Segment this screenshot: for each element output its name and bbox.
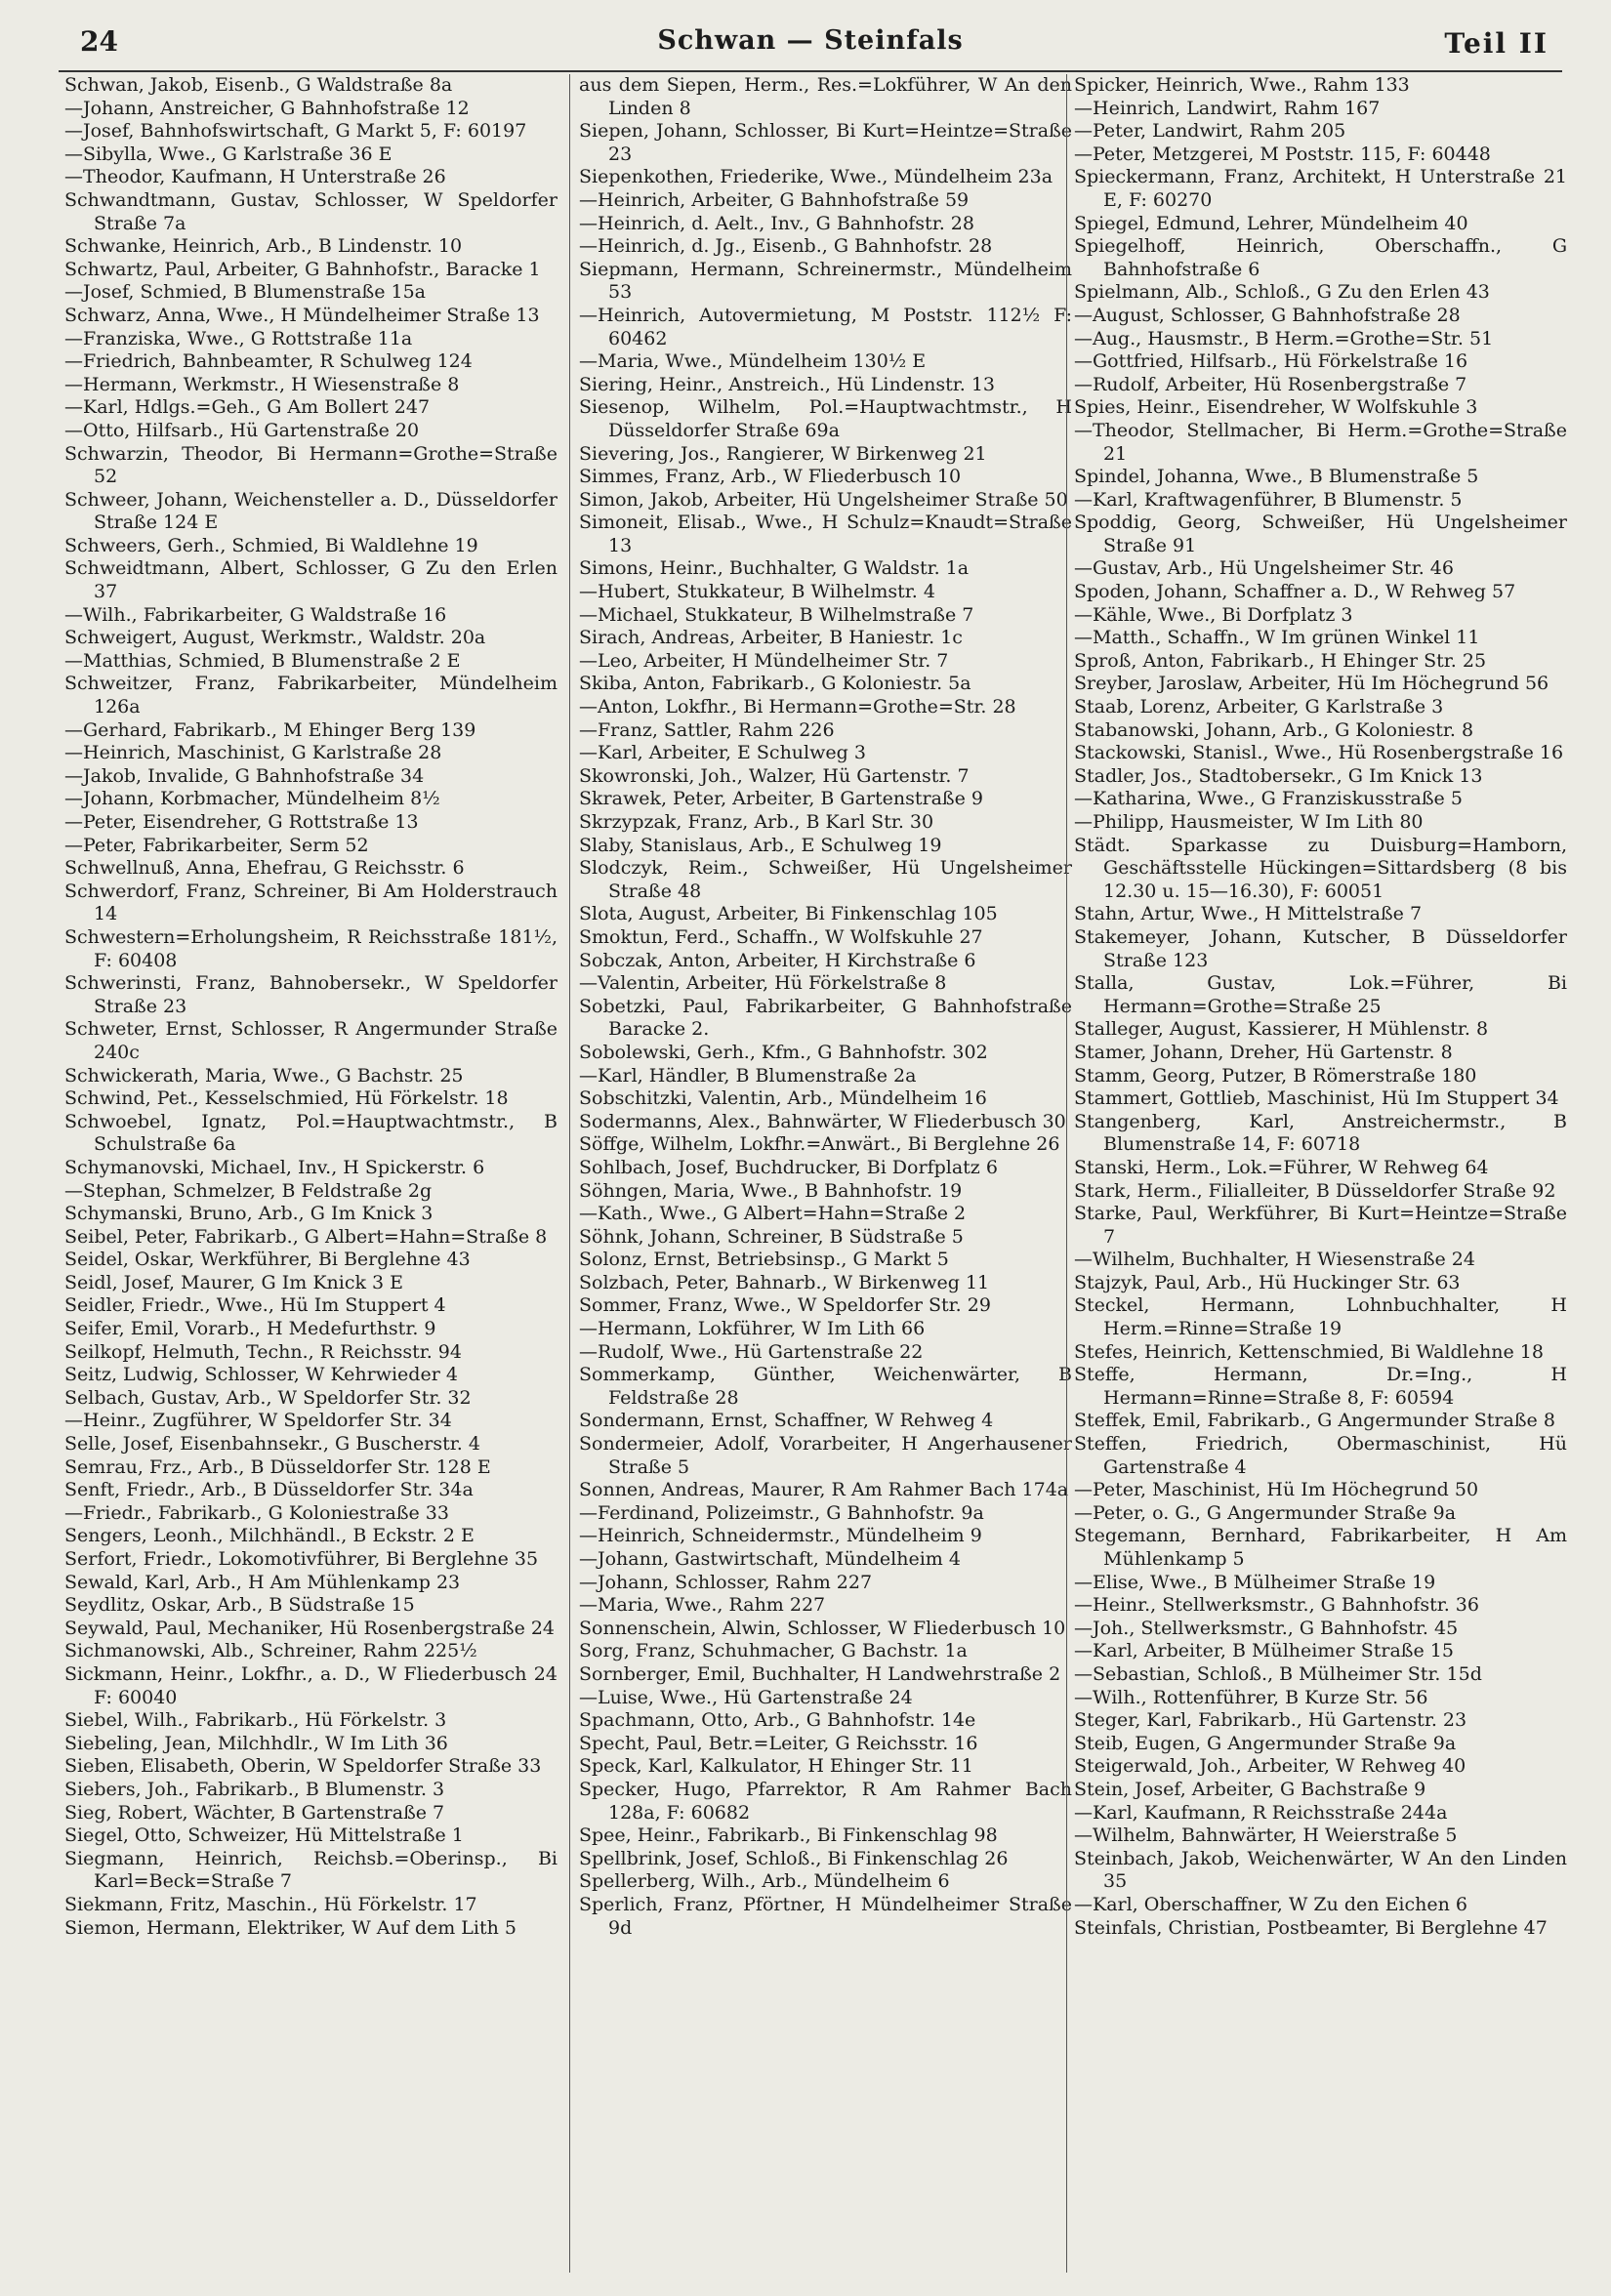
directory-entry: Seidel, Oskar, Werkführer, Bi Berglehne 43: [64, 1249, 471, 1271]
directory-entry: Sommer, Franz, Wwe., W Speldorfer Str. 29: [579, 1294, 991, 1317]
directory-entry: Steger, Karl, Fabrikarb., Hü Gartenstr. 23: [1074, 1709, 1467, 1732]
directory-entry: Sobschitzki, Valentin, Arb., Mündelheim 16: [579, 1087, 987, 1110]
directory-entry: Stammert, Gottlieb, Maschinist, Hü Im Stuppert 34: [1074, 1087, 1559, 1110]
directory-entry: —Heinrich, d. Jg., Eisenb., G Bahnhofstr. 28: [579, 235, 993, 258]
directory-entry: —Peter, Metzgerei, M Poststr. 115, F: 60448: [1074, 143, 1491, 165]
directory-entry: Sewald, Karl, Arb., H Am Mühlenkamp 23: [64, 1571, 461, 1593]
directory-entry: —Peter, Landwirt, Rahm 205: [1074, 120, 1346, 143]
directory-entry: Seibel, Peter, Fabrikarb., G Albert=Hahn=Straße 8: [64, 1225, 548, 1248]
directory-entry: —Heinrich, Autovermietung, M Poststr. 112½ F: 60462: [579, 304, 1072, 349]
directory-entry: Sonnen, Andreas, Maurer, R Am Rahmer Bach 174a: [579, 1479, 1069, 1501]
directory-entry: —Gottfried, Hilfsarb., Hü Förkelstraße 16: [1074, 350, 1468, 373]
directory-entry: —Rudolf, Arbeiter, Hü Rosenbergstraße 7: [1074, 373, 1467, 395]
directory-entry: Seitz, Ludwig, Schlosser, W Kehrwieder 4: [64, 1364, 458, 1386]
directory-entry: Stamm, Georg, Putzer, B Römerstraße 180: [1074, 1064, 1477, 1086]
directory-entry: Steib, Eugen, G Angermunder Straße 9a: [1074, 1732, 1457, 1754]
directory-entry: —Otto, Hilfsarb., Hü Gartenstraße 20: [64, 419, 420, 441]
directory-entry: Specht, Paul, Betr.=Leiter, G Reichsstr. 16: [579, 1732, 978, 1754]
directory-entry: —Karl, Kaufmann, R Reichsstraße 244a: [1074, 1801, 1448, 1824]
directory-entry: —Franz, Sattler, Rahm 226: [579, 718, 835, 741]
directory-entry: —Joh., Stellwerksmstr., G Bahnhofstr. 45: [1074, 1617, 1459, 1639]
directory-entry: Spielmann, Alb., Schloß., G Zu den Erlen 43: [1074, 281, 1490, 304]
directory-entry: Spoddig, Georg, Schweißer, Hü Ungelsheimer Straße 91: [1074, 512, 1567, 556]
directory-entry: Schwestern=Erholungsheim, R Reichsstraße 181½, F: 60408: [64, 925, 558, 971]
entry-list: [579, 74, 1072, 1940]
directory-entry: —Wilh., Rottenführer, B Kurze Str. 56: [1074, 1686, 1428, 1708]
directory-entry: —Stephan, Schmelzer, B Feldstraße 2g: [64, 1179, 433, 1202]
directory-entry: —Wilhelm, Bahnwärter, H Weierstraße 5: [1074, 1824, 1458, 1847]
directory-entry: —Karl, Händler, B Blumenstraße 2a: [579, 1064, 917, 1086]
directory-entry: —Karl, Kraftwagenführer, B Blumenstr. 5: [1074, 488, 1463, 511]
directory-entry: —Peter, o. G., G Angermunder Straße 9a: [1074, 1501, 1457, 1524]
directory-entry: —Johann, Korbmacher, Mündelheim 8½: [64, 788, 440, 810]
directory-entry: —Luise, Wwe., Hü Gartenstraße 24: [579, 1686, 913, 1708]
directory-entry: Semrau, Frz., Arb., B Düsseldorfer Str. 128 E: [64, 1456, 491, 1478]
directory-entry: Sieg, Robert, Wächter, B Gartenstraße 7: [64, 1801, 445, 1824]
directory-entry: —Theodor, Stellmacher, Bi Herm.=Grothe=Straße 21: [1074, 419, 1567, 465]
directory-entry: Siegel, Otto, Schweizer, Hü Mittelstraße 1: [64, 1824, 464, 1847]
directory-entry: Schwartz, Paul, Arbeiter, G Bahnhofstr., Baracke 1: [64, 258, 541, 280]
directory-entry: Seilkopf, Helmuth, Techn., R Reichsstr. 94: [64, 1340, 462, 1363]
directory-entry: Sichmanowski, Alb., Schreiner, Rahm 225½: [64, 1640, 477, 1662]
directory-entry: Schwarzin, Theodor, Bi Hermann=Grothe=Straße 52: [64, 442, 558, 488]
directory-entry: —Heinrich, Landwirt, Rahm 167: [1074, 97, 1381, 119]
directory-entry: Söhnk, Johann, Schreiner, B Südstraße 5: [579, 1225, 964, 1248]
directory-entry: Spicker, Heinrich, Wwe., Rahm 133: [1074, 74, 1410, 96]
directory-entry: Steinfals, Christian, Postbeamter, Bi Berglehne 47: [1074, 1916, 1548, 1939]
directory-entry: Staab, Lorenz, Arbeiter, G Karlstraße 3: [1074, 696, 1444, 718]
directory-entry: Schweitzer, Franz, Fabrikarbeiter, Mündelheim 126a: [64, 673, 558, 718]
directory-entry: Sornberger, Emil, Buchhalter, H Landwehrstraße 2: [579, 1662, 1061, 1685]
running-title: Schwan — Steinfals: [657, 25, 964, 56]
directory-entry: Sorg, Franz, Schuhmacher, G Bachstr. 1a: [579, 1640, 968, 1662]
directory-entry: Schwellnuß, Anna, Ehefrau, G Reichsstr. 6: [64, 857, 465, 880]
part-label: Teil II: [1444, 27, 1549, 60]
directory-entry: Schwerinsti, Franz, Bahnobersekr., W Speldorfer Straße 23: [64, 972, 558, 1017]
directory-entry: Stark, Herm., Filialleiter, B Düsseldorfer Straße 92: [1074, 1179, 1556, 1202]
directory-entry: Selle, Josef, Eisenbahnsekr., G Buscherstr. 4: [64, 1433, 480, 1456]
directory-entry: Sirach, Andreas, Arbeiter, B Haniestr. 1c: [579, 627, 963, 649]
directory-entry: Simons, Heinr., Buchhalter, G Waldstr. 1a: [579, 557, 970, 580]
directory-entry: Stangenberg, Karl, Anstreichermstr., B Blumenstraße 14, F: 60718: [1074, 1110, 1567, 1156]
directory-entry: Starke, Paul, Werkführer, Bi Kurt=Heintze=Straße 7: [1074, 1203, 1567, 1248]
column-2: [579, 74, 1072, 1940]
directory-entry: Sonnenschein, Alwin, Schlosser, W Fliederbusch 10: [579, 1617, 1066, 1639]
directory-entry: Stakemeyer, Johann, Kutscher, B Düsseldorfer Straße 123: [1074, 925, 1567, 971]
directory-entry: Simon, Jakob, Arbeiter, Hü Ungelsheimer Straße 50: [579, 488, 1068, 511]
directory-entry: —Friedrich, Bahnbeamter, R Schulweg 124: [64, 350, 473, 373]
directory-entry: Schweter, Ernst, Schlosser, R Angermunder Straße 240c: [64, 1018, 558, 1063]
directory-entry: Spieckermann, Franz, Architekt, H Unterstraße 21 E, F: 60270: [1074, 166, 1567, 211]
header-rule: [59, 70, 1562, 72]
directory-entry: Stalla, Gustav, Lok.=Führer, Bi Hermann=Grothe=Straße 25: [1074, 972, 1567, 1017]
directory-entry: —Heinr., Stellwerksmstr., G Bahnhofstr. 36: [1074, 1594, 1479, 1617]
directory-entry: Schwind, Pet., Kesselschmied, Hü Förkelstr. 18: [64, 1087, 509, 1110]
directory-entry: Selbach, Gustav, Arb., W Speldorfer Str. 32: [64, 1386, 472, 1409]
directory-entry: Spee, Heinr., Fabrikarb., Bi Finkenschlag 98: [579, 1824, 998, 1847]
directory-entry: Slodczyk, Reim., Schweißer, Hü Ungelsheimer Straße 48: [579, 857, 1072, 902]
directory-entry: Serfort, Friedr., Lokomotivführer, Bi Berglehne 35: [64, 1548, 539, 1570]
directory-entry: Spachmann, Otto, Arb., G Bahnhofstr. 14e: [579, 1709, 976, 1732]
directory-entry: Stamer, Johann, Dreher, Hü Gartenstr. 8: [1074, 1041, 1453, 1063]
directory-entry: Seywald, Paul, Mechaniker, Hü Rosenbergstraße 24: [64, 1617, 556, 1639]
directory-entry: Skowronski, Joh., Walzer, Hü Gartenstr. 7: [579, 764, 970, 787]
directory-entry: Seydlitz, Oskar, Arb., B Südstraße 15: [64, 1594, 415, 1617]
directory-entry: —Valentin, Arbeiter, Hü Förkelstraße 8: [579, 972, 947, 995]
directory-entry: Solonz, Ernst, Betriebsinsp., G Markt 5: [579, 1249, 949, 1271]
directory-entry: —Peter, Eisendreher, G Rottstraße 13: [64, 811, 419, 833]
directory-entry: Stefes, Heinrich, Kettenschmied, Bi Waldlehne 18: [1074, 1340, 1544, 1363]
directory-entry: Sobolewski, Gerh., Kfm., G Bahnhofstr. 302: [579, 1041, 988, 1063]
directory-entry: Städt. Sparkasse zu Duisburg=Hamborn, Geschäftsstelle Hückingen=Sittardsberg (8 bis 12.30 u. 15—16.30), F: 60051: [1074, 834, 1567, 902]
directory-entry: Simmes, Franz, Arb., W Fliederbusch 10: [579, 466, 962, 488]
directory-entry: Spiegelhoff, Heinrich, Oberschaffn., G Bahnhofstraße 6: [1074, 235, 1567, 280]
directory-entry: —Hermann, Werkmstr., H Wiesenstraße 8: [64, 373, 460, 395]
directory-entry: Söffge, Wilhelm, Lokfhr.=Anwärt., Bi Berglehne 26: [579, 1133, 1060, 1156]
directory-entry: Skrawek, Peter, Arbeiter, B Gartenstraße 9: [579, 788, 983, 810]
directory-entry: —Peter, Maschinist, Hü Im Höchegrund 50: [1074, 1479, 1479, 1501]
directory-entry: —Karl, Arbeiter, B Mülheimer Straße 15: [1074, 1640, 1454, 1662]
directory-entry: Sobczak, Anton, Arbeiter, H Kirchstraße 6: [579, 949, 976, 971]
directory-entry: —Sibylla, Wwe., G Karlstraße 36 E: [64, 143, 392, 165]
directory-entry: Siepenkothen, Friederike, Wwe., Mündelheim 23a: [579, 166, 1053, 188]
directory-entry: Siering, Heinr., Anstreich., Hü Lindenstr. 13: [579, 373, 996, 395]
directory-entry: —Anton, Lokfhr., Bi Hermann=Grothe=Str. 28: [579, 696, 1016, 718]
directory-entry: Steigerwald, Joh., Arbeiter, W Rehweg 40: [1074, 1755, 1466, 1778]
directory-entry: Sreyber, Jaroslaw, Arbeiter, Hü Im Höchegrund 56: [1074, 673, 1549, 695]
directory-entry: —Jakob, Invalide, G Bahnhofstraße 34: [64, 764, 425, 787]
directory-entry: —Gerhard, Fabrikarb., M Ehinger Berg 139: [64, 718, 476, 741]
directory-entry: Spiegel, Edmund, Lehrer, Mündelheim 40: [1074, 212, 1468, 234]
directory-entry: Steinbach, Jakob, Weichenwärter, W An den Linden 35: [1074, 1847, 1567, 1893]
directory-entry: Slaby, Stanislaus, Arb., E Schulweg 19: [579, 834, 942, 856]
entry-list: [64, 74, 558, 1940]
directory-entry: Stabanowski, Johann, Arb., G Koloniestr. 8: [1074, 718, 1474, 741]
directory-entry: —Karl, Oberschaffner, W Zu den Eichen 6: [1074, 1893, 1467, 1915]
directory-entry: —Franziska, Wwe., G Rottstraße 11a: [64, 327, 413, 349]
directory-entry: —Karl, Hdlgs.=Geh., G Am Bollert 247: [64, 396, 431, 419]
directory-entry: —August, Schlosser, G Bahnhofstraße 28: [1074, 304, 1461, 326]
directory-entry: Söhngen, Maria, Wwe., B Bahnhofstr. 19: [579, 1179, 963, 1202]
directory-entry: —Aug., Hausmstr., B Herm.=Grothe=Str. 51: [1074, 327, 1494, 349]
directory-entry: Senft, Friedr., Arb., B Düsseldorfer Str. 34a: [64, 1479, 474, 1501]
directory-entry: Siepen, Johann, Schlosser, Bi Kurt=Heintze=Straße 23: [579, 120, 1072, 165]
directory-entry: —Matthias, Schmied, B Blumenstraße 2 E: [64, 649, 461, 672]
directory-entry: Sperlich, Franz, Pförtner, H Mündelheimer Straße 9d: [579, 1893, 1072, 1939]
directory-entry: Seifer, Emil, Vorarb., H Medefurthstr. 9: [64, 1318, 436, 1340]
directory-entry: Sondermeier, Adolf, Vorarbeiter, H Angerhausener Straße 5: [579, 1433, 1072, 1478]
directory-entry: Schwarz, Anna, Wwe., H Mündelheimer Straße 13: [64, 304, 540, 326]
column-divider: [1066, 74, 1067, 2273]
directory-entry: Simoneit, Elisab., Wwe., H Schulz=Knaudt=Straße 13: [579, 512, 1072, 556]
directory-entry: Spindel, Johanna, Wwe., B Blumenstraße 5: [1074, 466, 1479, 488]
directory-entry: Stadler, Jos., Stadtobersekr., G Im Knick 13: [1074, 764, 1483, 787]
page-header: [59, 18, 1562, 72]
directory-entry: —Hermann, Lokführer, W Im Lith 66: [579, 1318, 926, 1340]
directory-entry: Stackowski, Stanisl., Wwe., Hü Rosenbergstraße 16: [1074, 742, 1564, 764]
directory-entry: Stajzyk, Paul, Arb., Hü Huckinger Str. 63: [1074, 1271, 1461, 1293]
directory-entry: Seidler, Friedr., Wwe., Hü Im Stuppert 4: [64, 1294, 446, 1317]
directory-entry: Schweigert, August, Werkmstr., Waldstr. 20a: [64, 627, 486, 649]
directory-entry: —Ferdinand, Polizeimstr., G Bahnhofstr. 9a: [579, 1501, 984, 1524]
directory-entry: —Heinrich, Maschinist, G Karlstraße 28: [64, 742, 442, 764]
directory-entry: Seidl, Josef, Maurer, G Im Knick 3 E: [64, 1271, 404, 1293]
directory-entry: Skrzypzak, Franz, Arb., B Karl Str. 30: [579, 811, 934, 833]
directory-entry: Siebel, Wilh., Fabrikarb., Hü Förkelstr. 3: [64, 1709, 447, 1732]
directory-entry: Steffek, Emil, Fabrikarb., G Angermunder Straße 8: [1074, 1410, 1555, 1432]
directory-entry: Stein, Josef, Arbeiter, G Bachstraße 9: [1074, 1778, 1426, 1800]
directory-entry: Smoktun, Ferd., Schaffn., W Wolfskuhle 27: [579, 925, 983, 948]
directory-entry: —Theodor, Kaufmann, H Unterstraße 26: [64, 166, 446, 188]
directory-entry: Steckel, Hermann, Lohnbuchhalter, H Herm.=Rinne=Straße 19: [1074, 1294, 1567, 1340]
directory-entry: —Philipp, Hausmeister, W Im Lith 80: [1074, 811, 1424, 833]
directory-entry: —Kath., Wwe., G Albert=Hahn=Straße 2: [579, 1203, 967, 1225]
column-divider: [569, 74, 570, 2273]
directory-entry: Spellerberg, Wilh., Arb., Mündelheim 6: [579, 1870, 950, 1893]
directory-entry: Siebeling, Jean, Milchhdlr., W Im Lith 36: [64, 1732, 448, 1754]
directory-entry: Spies, Heinr., Eisendreher, W Wolfskuhle 3: [1074, 396, 1478, 419]
directory-entry: Steffen, Friedrich, Obermaschinist, Hü Gartenstraße 4: [1074, 1433, 1567, 1478]
directory-entry: Stahn, Artur, Wwe., H Mittelstraße 7: [1074, 903, 1423, 925]
directory-entry: —Maria, Wwe., Mündelheim 130½ E: [579, 350, 927, 373]
directory-entry: Skiba, Anton, Fabrikarb., G Koloniestr. 5a: [579, 673, 971, 695]
directory-entry: Sodermanns, Alex., Bahnwärter, W Fliederbusch 30: [579, 1110, 1066, 1132]
directory-entry: Schweidtmann, Albert, Schlosser, G Zu den Erlen 37: [64, 557, 558, 603]
directory-entry: —Sebastian, Schloß., B Mülheimer Str. 15d: [1074, 1662, 1482, 1685]
directory-entry: —Josef, Bahnhofswirtschaft, G Markt 5, F: 60197: [64, 120, 527, 143]
page-number: 24: [80, 25, 118, 58]
directory-entry: —Johann, Schlosser, Rahm 227: [579, 1571, 873, 1593]
directory-entry: —Heinr., Zugführer, W Speldorfer Str. 34: [64, 1410, 452, 1432]
directory-entry: Sickmann, Heinr., Lokfhr., a. D., W Fliederbusch 24 F: 60040: [64, 1662, 558, 1708]
directory-entry: Siegmann, Heinrich, Reichsb.=Oberinsp., Bi Karl=Beck=Straße 7: [64, 1847, 558, 1893]
entry-list: [1074, 74, 1567, 1940]
directory-entry: aus dem Siepen, Herm., Res.=Lokführer, W An den Linden 8: [579, 74, 1072, 119]
directory-entry: —Heinrich, Arbeiter, G Bahnhofstraße 59: [579, 188, 970, 211]
directory-entry: Spoden, Johann, Schaffner a. D., W Rehweg 57: [1074, 581, 1516, 603]
directory-entry: —Johann, Gastwirtschaft, Mündelheim 4: [579, 1548, 961, 1570]
directory-entry: —Johann, Anstreicher, G Bahnhofstraße 12: [64, 97, 470, 119]
directory-entry: —Michael, Stukkateur, B Wilhelmstraße 7: [579, 603, 974, 626]
directory-entry: Sievering, Jos., Rangierer, W Birkenweg 21: [579, 442, 987, 465]
directory-entry: Spellbrink, Josef, Schloß., Bi Finkenschlag 26: [579, 1847, 1009, 1869]
directory-entry: Sproß, Anton, Fabrikarb., H Ehinger Str. 25: [1074, 649, 1487, 672]
directory-entry: Siebers, Joh., Fabrikarb., B Blumenstr. 3: [64, 1778, 445, 1800]
directory-entry: —Peter, Fabrikarbeiter, Serm 52: [64, 834, 369, 856]
directory-entry: Speck, Karl, Kalkulator, H Ehinger Str. 11: [579, 1755, 973, 1778]
directory-entry: —Maria, Wwe., Rahm 227: [579, 1594, 826, 1617]
directory-entry: —Heinrich, Schneidermstr., Mündelheim 9: [579, 1525, 982, 1547]
directory-entry: —Josef, Schmied, B Blumenstraße 15a: [64, 281, 427, 304]
directory-entry: Siepmann, Hermann, Schreinermstr., Mündelheim 53: [579, 258, 1072, 304]
directory-entry: Schymanski, Bruno, Arb., G Im Knick 3: [64, 1203, 434, 1225]
column-1: [64, 74, 558, 1940]
directory-entry: Steffe, Hermann, Dr.=Ing., H Hermann=Rinne=Straße 8, F: 60594: [1074, 1364, 1567, 1409]
directory-entry: Schymanovski, Michael, Inv., H Spickerstr. 6: [64, 1156, 485, 1178]
directory-entry: Siesenop, Wilhelm, Pol.=Hauptwachtmstr., H Düsseldorfer Straße 69a: [579, 396, 1072, 441]
directory-entry: Siemon, Hermann, Elektriker, W Auf dem Lith 5: [64, 1916, 516, 1939]
directory-entry: Schwandtmann, Gustav, Schlosser, W Speldorfer Straße 7a: [64, 188, 558, 234]
directory-entry: —Leo, Arbeiter, H Mündelheimer Str. 7: [579, 649, 949, 672]
directory-entry: Sommerkamp, Günther, Weichenwärter, B Feldstraße 28: [579, 1364, 1072, 1409]
directory-entry: Schwerdorf, Franz, Schreiner, Bi Am Holderstrauch 14: [64, 880, 558, 925]
directory-entry: Stanski, Herm., Lok.=Führer, W Rehweg 64: [1074, 1156, 1489, 1178]
directory-entry: —Heinrich, d. Aelt., Inv., G Bahnhofstr. 28: [579, 212, 974, 234]
directory-entry: —Hubert, Stukkateur, B Wilhelmstr. 4: [579, 581, 935, 603]
directory-entry: —Matth., Schaffn., W Im grünen Winkel 11: [1074, 627, 1480, 649]
directory-entry: Sengers, Leonh., Milchhändl., B Eckstr. 2 E: [64, 1525, 475, 1547]
column-3: [1074, 74, 1567, 1940]
directory-entry: Specker, Hugo, Pfarrektor, R Am Rahmer Bach 128a, F: 60682: [579, 1778, 1072, 1824]
directory-entry: Schwanke, Heinrich, Arb., B Lindenstr. 10: [64, 235, 463, 258]
directory-entry: Solzbach, Peter, Bahnarb., W Birkenweg 11: [579, 1271, 990, 1293]
directory-entry: —Friedr., Fabrikarb., G Koloniestraße 33: [64, 1501, 449, 1524]
directory-entry: —Gustav, Arb., Hü Ungelsheimer Str. 46: [1074, 557, 1454, 580]
directory-entry: Schweers, Gerh., Schmied, Bi Waldlehne 19: [64, 534, 478, 556]
directory-entry: —Elise, Wwe., B Mülheimer Straße 19: [1074, 1571, 1436, 1593]
directory-entry: Slota, August, Arbeiter, Bi Finkenschlag 105: [579, 903, 998, 925]
directory-entry: Sohlbach, Josef, Buchdrucker, Bi Dorfplatz 6: [579, 1156, 998, 1178]
directory-entry: Schwickerath, Maria, Wwe., G Bachstr. 25: [64, 1064, 464, 1086]
directory-entry: Stalleger, August, Kassierer, H Mühlenstr. 8: [1074, 1018, 1489, 1041]
directory-entry: Siekmann, Fritz, Maschin., Hü Förkelstr. 17: [64, 1893, 477, 1915]
directory-entry: —Karl, Arbeiter, E Schulweg 3: [579, 742, 866, 764]
directory-entry: Schwoebel, Ignatz, Pol.=Hauptwachtmstr., B Schulstraße 6a: [64, 1110, 558, 1156]
directory-entry: Sobetzki, Paul, Fabrikarbeiter, G Bahnhofstraße Baracke 2.: [579, 995, 1072, 1041]
directory-entry: Sieben, Elisabeth, Oberin, W Speldorfer Straße 33: [64, 1755, 542, 1778]
directory-entry: —Rudolf, Wwe., Hü Gartenstraße 22: [579, 1340, 924, 1363]
directory-entry: Stegemann, Bernhard, Fabrikarbeiter, H Am Mühlenkamp 5: [1074, 1525, 1567, 1570]
directory-entry: —Kähle, Wwe., Bi Dorfplatz 3: [1074, 603, 1353, 626]
directory-entry: Schweer, Johann, Weichensteller a. D., Düsseldorfer Straße 124 E: [64, 488, 558, 534]
directory-entry: —Katharina, Wwe., G Franziskusstraße 5: [1074, 788, 1463, 810]
directory-entry: —Wilh., Fabrikarbeiter, G Waldstraße 16: [64, 603, 447, 626]
directory-entry: Schwan, Jakob, Eisenb., G Waldstraße 8a: [64, 74, 453, 96]
directory-entry: Sondermann, Ernst, Schaffner, W Rehweg 4: [579, 1410, 994, 1432]
directory-entry: —Wilhelm, Buchhalter, H Wiesenstraße 24: [1074, 1249, 1475, 1271]
